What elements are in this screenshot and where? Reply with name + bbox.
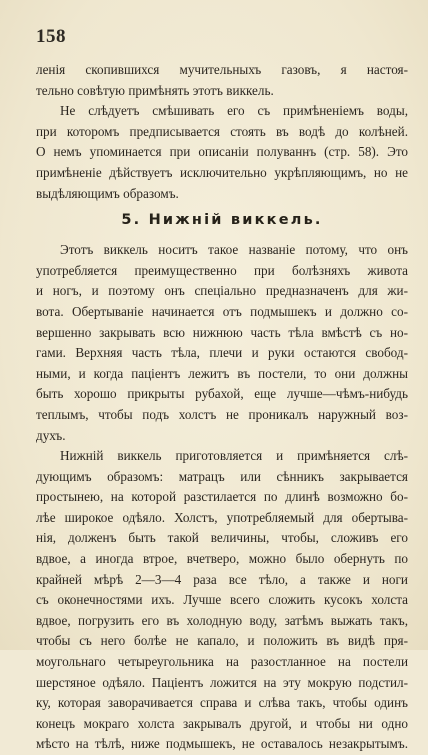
text-line: дующимъ образомъ: матрацъ или сѣнникъ закрывается xyxy=(36,468,408,484)
text-line: нія, долженъ быть такой величины, чтобы, сложивъ его xyxy=(36,530,408,546)
text-line: примѣненіе дѣйствуетъ исключительно укрѣпляющимъ, но не xyxy=(36,164,408,180)
text-line: вдвое, погрузить его въ холодную воду, затѣмъ выжать такъ, xyxy=(36,612,408,628)
text-line: чтобы съ него болѣе не капало, и положить въ видѣ пря- xyxy=(36,633,408,649)
text-line: при которомъ предписывается стоять въ водѣ до колѣней. xyxy=(36,123,408,139)
text-line: тельно совѣтую примѣнять этотъ виккель. xyxy=(36,82,274,98)
text-line: гами. Верхняя часть тѣла, плечи и руки остаются свобод- xyxy=(36,345,408,361)
text-line: употребляется преимущественно при болѣзняхъ живота xyxy=(36,262,408,278)
text-line: Не слѣдуетъ смѣшивать его съ примѣненіемъ воды, xyxy=(60,103,408,119)
section-title: 5. Нижній виккель. xyxy=(121,212,323,229)
text-line: Нижній виккель приготовляется и примѣняется слѣ- xyxy=(60,448,408,464)
text-line: вершенно закрывать всю нижнюю часть тѣла вмѣстѣ съ но- xyxy=(36,324,408,340)
page-number: 158 xyxy=(36,26,66,47)
text-line: ными, и когда паціентъ лежитъ въ постели, то они должны xyxy=(36,365,408,381)
text-line: О немъ упоминается при описаніи полуваннъ (стр. 58). Это xyxy=(36,144,408,160)
text-line: лѣе широкое одѣяло. Холстъ, употребляемый для обертыва- xyxy=(36,509,408,525)
text-line: ку, которая заворачивается справа и слѣва такъ, чтобы одинъ xyxy=(36,695,408,711)
text-line: простынею, на которой разстилается по длинѣ возможно бо- xyxy=(36,489,408,505)
text-line: вдвое, а иногда втрое, вчетверо, можно было обернуть по xyxy=(36,551,408,567)
text-line: выдѣляющимъ образомъ. xyxy=(36,185,179,201)
text-line: моугольнаго четыреугольника на разостланное на постели xyxy=(36,654,408,670)
text-line: теплымъ, чтобы подъ холстъ не проникалъ наружный воз- xyxy=(36,406,408,422)
text-line: вота. Обертываніе начинается отъ подмышекъ и должно со- xyxy=(36,303,408,319)
text-line: конецъ мокраго холста закрывалъ другой, и чтобы ни одно xyxy=(36,715,408,731)
text-line: быть хорошо прикрыты рубахой, еще лучше—чѣмъ-нибудь xyxy=(36,386,408,402)
text-line: шерстяное одѣяло. Паціентъ ложится на эту мокрую подстил- xyxy=(36,674,408,690)
text-line: крайней мѣрѣ 2—3—4 раза все тѣло, а также и ноги xyxy=(36,571,408,587)
text-line: Этотъ виккель носитъ такое названіе потому, что онъ xyxy=(60,242,408,258)
text-line: мѣсто на тѣлѣ, ниже подмышекъ, не оставалось незакрытымъ. xyxy=(36,736,408,752)
text-line: духъ. xyxy=(36,427,66,443)
text-line: ленія скопившихся мучительныхъ газовъ, я настоя- xyxy=(36,62,408,77)
page-body xyxy=(36,60,408,755)
text-line: съ оконечностями ихъ. Лучше всего сложить кусокъ холста xyxy=(36,592,408,608)
text-line: и ногъ, и поэтому онъ спеціально предназначенъ для жи- xyxy=(36,283,408,299)
